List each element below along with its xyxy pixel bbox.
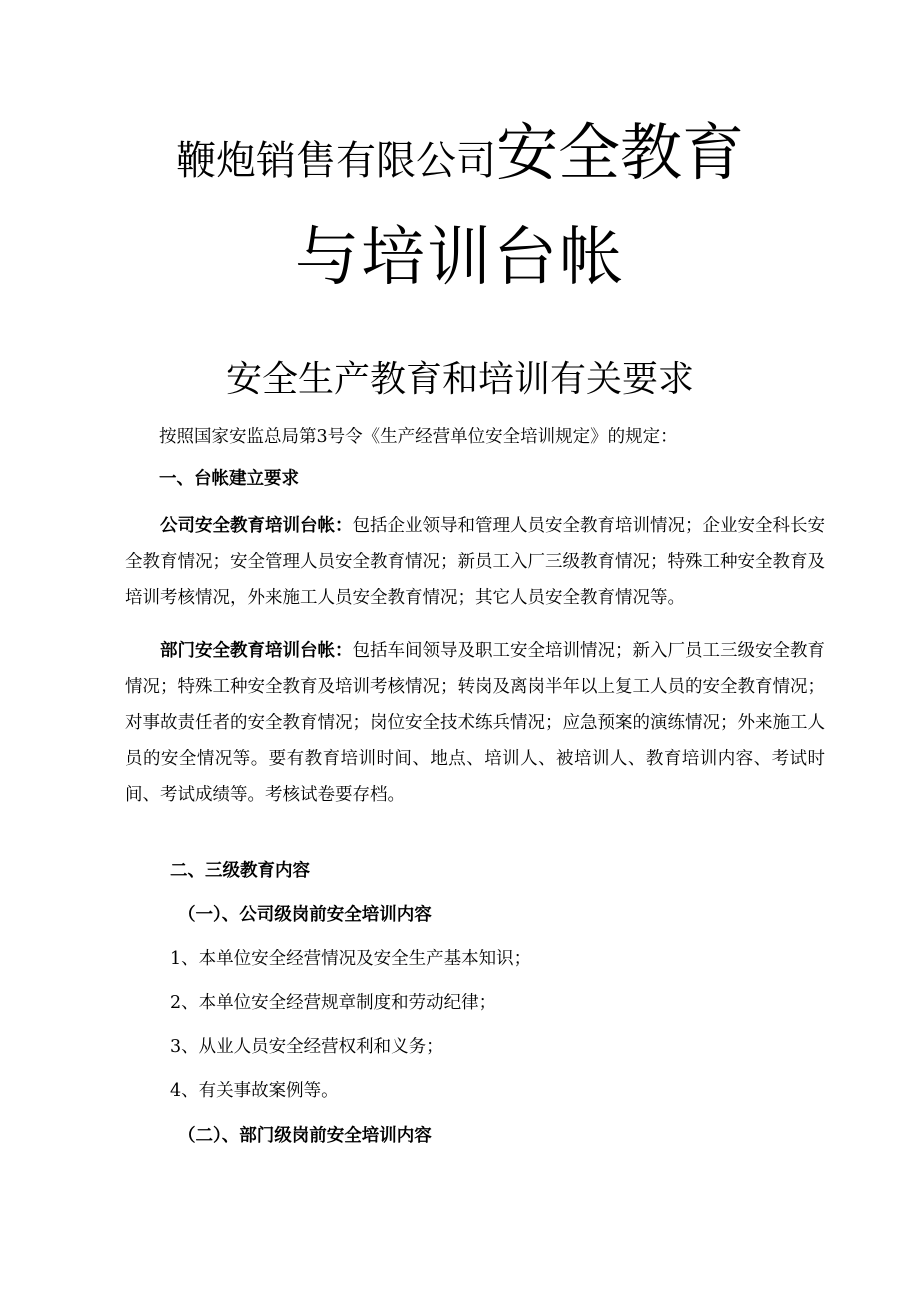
section1-title: 一、台帐建立要求 <box>159 469 299 489</box>
subsection2-title: （二）、部门级岗前安全培训内容 <box>178 1126 432 1146</box>
department-ledger-text <box>125 633 825 813</box>
list-item-text: 3、从业人员安全经营权利和义务； <box>170 1037 444 1057</box>
company-ledger-paragraph <box>125 508 825 616</box>
section2-title: 二、三级教育内容 <box>170 861 310 881</box>
company-ledger-content: 包括企业领导和管理人员安全教育培训情况；企业安全科长安全教育情况；安全管理人员安全教育情况；新员工入厂三级教育情况；特殊工种安全教育及培训考核情况，外来施工人员安全教育情况；其它人员安全教育情况等。 <box>125 516 825 608</box>
list-item-text: 4、有关事故案例等。 <box>170 1081 339 1101</box>
department-ledger-paragraph <box>125 633 825 813</box>
company-ledger-text <box>125 508 825 616</box>
list-item-text: 1、本单位安全经营情况及安全生产基本知识； <box>170 949 532 969</box>
list-item <box>170 1073 870 1109</box>
section1-heading-block <box>159 461 859 497</box>
list-item <box>170 941 870 977</box>
subsection2-heading-block <box>178 1118 878 1154</box>
intro-paragraph <box>159 419 859 455</box>
list-item <box>170 1029 870 1065</box>
subsection1-title: （一）、公司级岗前安全培训内容 <box>178 905 432 925</box>
department-ledger-content: 包括车间领导及职工安全培训情况；新入厂员工三级安全教育情况；特殊工种安全教育及培训考核情况；转岗及离岗半年以上复工人员的安全教育情况；对事故责任者的安全教育情况；岗位安全技术练兵情况；应急预案的演练情况；外来施工人员的安全情况等。要有教育培训时间、地点、培训人、被培训人、教育培训内容、考试时间、考试成绩等。考核试卷要存档。 <box>125 641 825 805</box>
title-company-name: 鞭炮销售有限公司 <box>175 138 496 184</box>
section2-heading-block <box>170 853 870 889</box>
title-safety-education: 安全教育 <box>495 116 744 189</box>
document-title-line-1 <box>0 116 920 189</box>
intro-text: 按照国家安监总局第3号令《生产经营单位安全培训规定》的规定： <box>159 427 678 447</box>
list-item <box>170 985 870 1021</box>
subsection1-heading-block <box>178 897 878 933</box>
document-title-line-2: 与培训台帐 <box>295 221 625 295</box>
company-ledger-label: 公司安全教育培训台帐： <box>160 516 353 536</box>
department-ledger-label: 部门安全教育培训台帐： <box>160 641 353 661</box>
section-heading: 安全生产教育和培训有关要求 <box>225 359 694 400</box>
list-item-text: 2、本单位安全经营规章制度和劳动纪律； <box>170 993 497 1013</box>
